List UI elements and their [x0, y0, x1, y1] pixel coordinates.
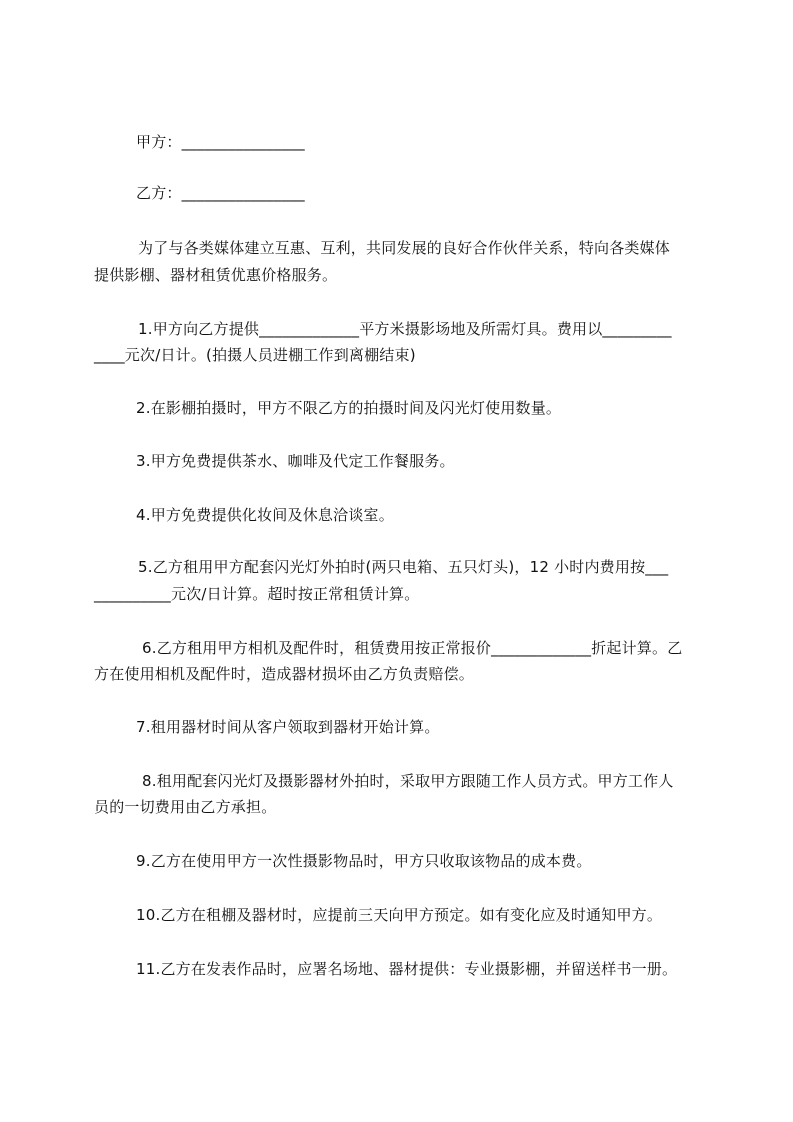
clause-10: 10.乙方在租棚及器材时，应提前三天向甲方预定。如有变化应及时通知甲方。 [136, 906, 663, 924]
clause-1-line-2: ____元次/日计。(拍摄人员进棚工作到离棚结束) [94, 346, 416, 364]
clause-8-line-1: 8.租用配套闪光灯及摄影器材外拍时，采取甲方跟随工作人员方式。甲方工作人 [142, 772, 674, 790]
clause-8-line-2: 员的一切费用由乙方承担。 [94, 798, 277, 816]
clause-1-line-1: 1.甲方向乙方提供_____________平方米摄影场地及所需灯具。费用以_________ [138, 320, 672, 338]
intro-paragraph-line-2: 提供影棚、器材租赁优惠价格服务。 [94, 266, 338, 284]
clause-9: 9.乙方在使用甲方一次性摄影物品时，甲方只收取该物品的成本费。 [136, 852, 592, 870]
clause-3: 3.甲方免费提供茶水、咖啡及代定工作餐服务。 [136, 452, 455, 470]
clause-6-line-2: 方在使用相机及配件时，造成器材损坏由乙方负责赔偿。 [94, 665, 475, 683]
clause-6-line-1: 6.乙方租用甲方相机及配件时，租赁费用按正常报价_____________折起计算。乙 [142, 639, 683, 657]
clause-5-line-2: __________元次/日计算。超时按正常租赁计算。 [94, 585, 420, 603]
clause-5-line-1: 5.乙方租用甲方配套闪光灯外拍时(两只电箱、五只灯头)，12 小时内费用按___ [138, 558, 669, 576]
clause-7: 7.租用器材时间从客户领取到器材开始计算。 [136, 718, 440, 736]
party-a-line: 甲方：________________ [136, 133, 305, 151]
intro-paragraph-line-1: 为了与各类媒体建立互惠、互利，共同发展的良好合作伙伴关系，特向各类媒体 [138, 239, 671, 257]
clause-4: 4.甲方免费提供化妆间及休息洽谈室。 [136, 506, 394, 524]
clause-11: 11.乙方在发表作品时，应署名场地、器材提供：专业摄影棚，并留送样书一册。 [136, 960, 678, 978]
party-b-line: 乙方：________________ [136, 184, 305, 202]
clause-2: 2.在影棚拍摄时，甲方不限乙方的拍摄时间及闪光灯使用数量。 [136, 399, 562, 417]
